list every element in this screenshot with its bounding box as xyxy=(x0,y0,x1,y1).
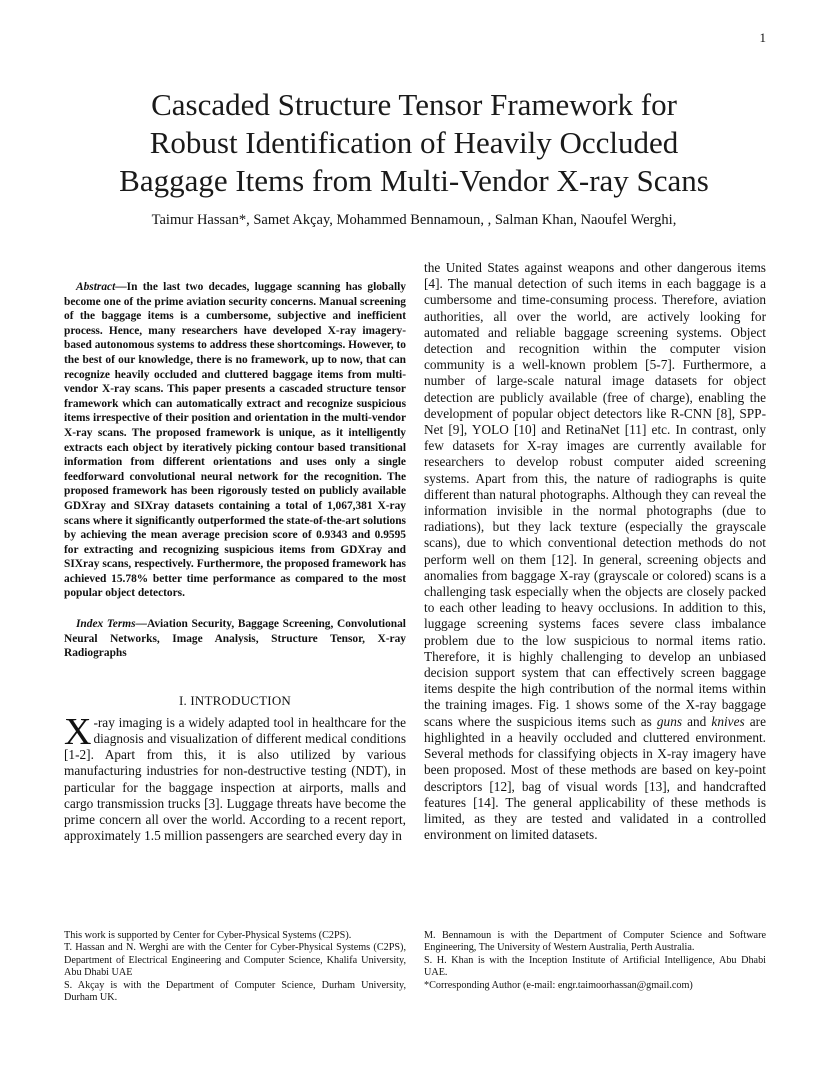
abstract-lead: Abstract xyxy=(76,281,116,293)
right-column-paragraph xyxy=(424,260,766,843)
introduction-text: -ray imaging is a widely adapted tool in healthcare for the diagnosis and visualization of different medical conditions [1-2]. Apart from this, it is also utilized by various manufacturing industries for non-destructive testing (NDT), in particular for the baggage inspection at airports, malls and cargo transmission trucks [3]. Luggage threats have become the prime concern all over the world. According to a recent report, approximately 1.5 million passengers are searched every day in xyxy=(64,714,406,844)
abstract-text: —In the last two decades, luggage scanning has globally become one of the prime aviation security concerns. Manual screening of the baggage items is a cumbersome, subjective and inefficient process. Hence, many researchers have developed X-ray imagery-based autonomous systems to address these shortcomings. However, to the best of our knowledge, there is no framework, up to now, that can recognize heavily occluded and cluttered baggage items from multi-vendor X-ray scans. This paper presents a cascaded structure tensor framework which can automatically extract and recognize suspicious items irrespective of their position and orientation in the multi-vendor X-ray scans. The proposed framework is unique, as it intelligently extracts each object by iteratively picking contour based transitional information from different orientations and uses only a single feedforward convolutional neural network for the recognition. The proposed framework has been rigorously tested on publicly available GDXray and SIXray datasets containing a total of 1,067,381 X-ray scans where it significantly outperformed the state-of-the-art solutions by achieving the mean average precision score of 0.9343 and 0.9595 for extracting and recognizing suspicious items from GDXray and SIXray scans, respectively. Furthermore, the proposed framework has achieved 15.78% better time performance as compared to the most popular object detectors. xyxy=(64,281,406,600)
paper-title xyxy=(40,86,788,200)
abstract xyxy=(64,280,406,601)
title-line: Baggage Items from Multi-Vendor X-ray Scans xyxy=(119,163,709,198)
page-number: 1 xyxy=(759,30,766,45)
footnote: *Corresponding Author (e-mail: engr.taimoorhassan@gmail.com) xyxy=(424,979,693,991)
left-column xyxy=(64,260,406,844)
right-column-text-2: are highlighted in a heavily occluded and cluttered environment. Several methods for classifying objects in X-ray imagery have been proposed. Most of these methods are based on key-point descriptors [12], bag of visual words [13], and handcrafted features [14]. The general applicability of these methods is limited, as they are tested and validated in a controlled environment on limited datasets. xyxy=(424,713,766,843)
footnote: S. H. Khan is with the Inception Institute of Artificial Intelligence, Abu Dhabi UAE. xyxy=(424,954,766,979)
index-terms-lead: Index Terms xyxy=(76,618,136,631)
footnote: This work is supported by Center for Cyber-Physical Systems (C2PS). xyxy=(64,930,352,941)
footnotes-right xyxy=(424,930,766,992)
emphasis-guns: guns xyxy=(656,713,683,729)
footnotes-left xyxy=(64,930,406,1004)
drop-cap: X xyxy=(64,710,92,753)
index-terms-text: —Aviation Security, Baggage Screening, Convolutional Neural Networks, Image Analysis, Structure Tensor, X-ray Radiographs xyxy=(64,618,406,660)
title-line: Cascaded Structure Tensor Framework for xyxy=(151,87,677,122)
title-line: Robust Identification of Heavily Occluded xyxy=(149,125,679,160)
footnote: M. Bennamoun is with the Department of Computer Science and Software Engineering, The University of Western Australia, Perth Australia. xyxy=(424,930,766,954)
footnote: S. Akçay is with the Department of Computer Science, Durham University, Durham UK. xyxy=(64,979,406,1004)
emphasis-knives: knives xyxy=(711,713,745,729)
right-column-and: and xyxy=(682,713,712,729)
section-heading-introduction: I. INTRODUCTION xyxy=(178,692,292,708)
right-column-text-1: the United States against weapons and other dangerous items [4]. The manual detection of such items in each baggage is a cumbersome and time-consuming process. Therefore, aviation authorities, all over the world, are actively looking for automated and reliable baggage screening systems. Object detection and recognition within the computer vision community is a well-known problem [5-7]. Furthermore, a number of large-scale natural image datasets for object detection are publicly available (free of charge), enabling the development of popular object detectors like R-CNN [8], SPP-Net [9], YOLO [10] and RetinaNet [11] etc. In contrast, only few datasets for X-ray images are currently available for researchers to develop robust computer aided screening systems. Apart from this, the nature of radiographs is quite different than natural photographs. Although they can reveal the information invisible in the normal photographs (due to radiations), but they lack texture (especially the grayscale scans), due to which conventional detection methods do not perform well on them [12]. In general, screening objects and anomalies from baggage X-ray (grayscale or colored) scans is a challenging task especially when the objects are closely packed to each other leading to heavy occlusions. In addition to this, luggage screening systems faces severe class imbalance problem due to the low suspicious to normal items ratio. Therefore, it is highly challenging to develop an unbiased decision support system that can effectively screen baggage items despite the high contribution of the normal items within the training images. Fig. 1 shows some of the X-ray baggage scans where the suspicious items such as xyxy=(424,260,766,729)
index-terms xyxy=(64,617,406,661)
footnote: T. Hassan and N. Werghi are with the Center for Cyber-Physical Systems (C2PS), Department of Electrical Engineering and Computer Science, Khalifa University, Abu Dhabi UAE xyxy=(64,942,406,979)
author-list: Taimur Hassan*, Samet Akçay, Mohammed Bennamoun, , Salman Khan, Naoufel Werghi, xyxy=(151,212,677,228)
right-column xyxy=(424,260,766,843)
introduction-paragraph xyxy=(64,710,406,845)
